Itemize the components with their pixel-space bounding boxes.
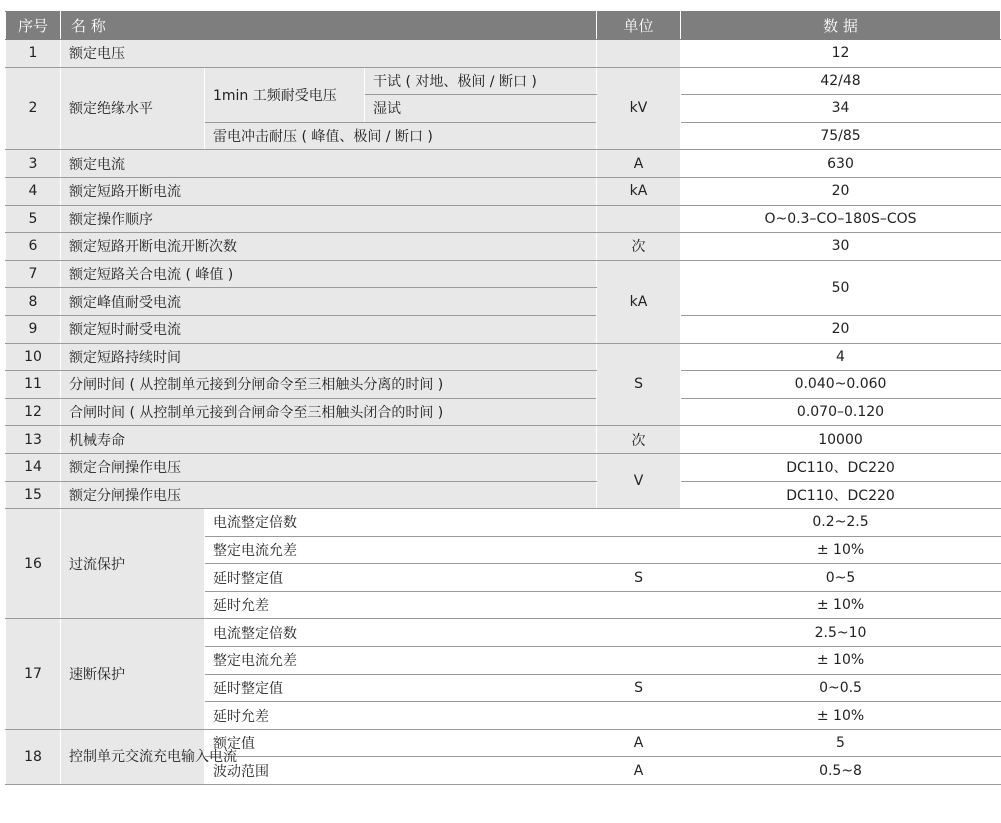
table-row xyxy=(6,729,1001,757)
row-data: ± 10% xyxy=(681,536,1001,564)
row-sublabel: 干试 ( 对地、极间 / 断口 ) xyxy=(365,67,597,95)
row-seq: 6 xyxy=(6,233,61,261)
row-unit: 次 xyxy=(597,233,681,261)
table-row xyxy=(6,40,1001,68)
header-name: 名 称 xyxy=(61,12,597,40)
row-data: 2.5~10 xyxy=(681,619,1001,647)
row-data: ± 10% xyxy=(681,702,1001,730)
row-unit xyxy=(597,536,681,564)
row-name: 分闸时间 ( 从控制单元接到分闸命令至三相触头分离的时间 ) xyxy=(61,371,597,399)
row-seq: 10 xyxy=(6,343,61,371)
row-seq: 11 xyxy=(6,371,61,399)
table-row xyxy=(6,453,1001,481)
row-sublabel: 整定电流允差 xyxy=(205,536,597,564)
row-name: 机械寿命 xyxy=(61,426,597,454)
row-subgroup: 1min 工频耐受电压 xyxy=(205,67,365,122)
spec-table xyxy=(5,11,1001,785)
row-name: 额定峰值耐受电流 xyxy=(61,288,597,316)
table-row xyxy=(6,343,1001,371)
row-name: 额定电流 xyxy=(61,150,597,178)
row-seq: 16 xyxy=(6,509,61,619)
row-sublabel: 整定电流允差 xyxy=(205,647,597,675)
row-data: ± 10% xyxy=(681,647,1001,675)
table-row xyxy=(6,205,1001,233)
header-data: 数 据 xyxy=(681,12,1001,40)
row-data: 30 xyxy=(681,233,1001,261)
row-sublabel: 延时整定值 xyxy=(205,674,597,702)
row-data: 0.070–0.120 xyxy=(681,398,1001,426)
row-data: 4 xyxy=(681,343,1001,371)
row-sublabel: 电流整定倍数 xyxy=(205,619,597,647)
row-data: 75/85 xyxy=(681,122,1001,150)
row-unit xyxy=(597,647,681,675)
table-row xyxy=(6,315,1001,343)
row-name: 额定短路持续时间 xyxy=(61,343,597,371)
row-sublabel: 电流整定倍数 xyxy=(205,509,597,537)
table-row xyxy=(6,481,1001,509)
row-seq: 5 xyxy=(6,205,61,233)
row-sublabel: 波动范围 xyxy=(205,757,597,785)
row-unit xyxy=(597,40,681,68)
row-sublabel: 雷电冲击耐压 ( 峰值、极间 / 断口 ) xyxy=(205,122,597,150)
row-name: 额定短路开断电流开断次数 xyxy=(61,233,597,261)
row-name: 额定操作顺序 xyxy=(61,205,597,233)
row-data: 10000 xyxy=(681,426,1001,454)
row-data: 0.2~2.5 xyxy=(681,509,1001,537)
table-row xyxy=(6,177,1001,205)
row-sublabel: 延时允差 xyxy=(205,591,597,619)
row-sublabel: 延时整定值 xyxy=(205,564,597,592)
row-seq: 4 xyxy=(6,177,61,205)
row-name: 速断保护 xyxy=(61,619,205,729)
row-sublabel: 额定值 xyxy=(205,729,597,757)
header-seq: 序号 xyxy=(6,12,61,40)
row-seq: 13 xyxy=(6,426,61,454)
row-unit: A xyxy=(597,729,681,757)
row-unit xyxy=(597,509,681,537)
row-data: 0.5~8 xyxy=(681,757,1001,785)
table-row xyxy=(6,426,1001,454)
row-data: 42/48 xyxy=(681,67,1001,95)
table-row xyxy=(6,371,1001,399)
row-sublabel: 延时允差 xyxy=(205,702,597,730)
row-data: 0~5 xyxy=(681,564,1001,592)
row-unit xyxy=(597,205,681,233)
row-data: DC110、DC220 xyxy=(681,481,1001,509)
table-header-row xyxy=(6,12,1001,40)
row-seq: 14 xyxy=(6,453,61,481)
row-unit xyxy=(597,619,681,647)
row-seq: 7 xyxy=(6,260,61,288)
row-unit: S xyxy=(597,674,681,702)
row-data: 0.040~0.060 xyxy=(681,371,1001,399)
row-name: 过流保护 xyxy=(61,509,205,619)
row-unit: A xyxy=(597,150,681,178)
table-row xyxy=(6,398,1001,426)
row-name: 额定电压 xyxy=(61,40,597,68)
row-sublabel: 湿试 xyxy=(365,95,597,123)
row-data: ± 10% xyxy=(681,591,1001,619)
row-name: 合闸时间 ( 从控制单元接到合闸命令至三相触头闭合的时间 ) xyxy=(61,398,597,426)
row-data: 12 xyxy=(681,40,1001,68)
row-unit xyxy=(597,591,681,619)
row-seq: 2 xyxy=(6,67,61,150)
row-seq: 18 xyxy=(6,729,61,784)
row-seq: 3 xyxy=(6,150,61,178)
table-row xyxy=(6,509,1001,537)
row-name: 额定绝缘水平 xyxy=(61,67,205,150)
header-unit: 单位 xyxy=(597,12,681,40)
row-unit xyxy=(597,702,681,730)
row-name: 额定短路关合电流 ( 峰值 ) xyxy=(61,260,597,288)
row-name: 额定分闸操作电压 xyxy=(61,481,597,509)
table-row xyxy=(6,67,1001,95)
row-unit: kA xyxy=(597,177,681,205)
row-data: 20 xyxy=(681,315,1001,343)
row-name: 控制单元交流充电输入电流 xyxy=(61,729,205,784)
row-data: DC110、DC220 xyxy=(681,453,1001,481)
row-name: 额定短时耐受电流 xyxy=(61,315,597,343)
table-row xyxy=(6,233,1001,261)
row-unit: kA xyxy=(597,260,681,343)
row-seq: 17 xyxy=(6,619,61,729)
row-data: 630 xyxy=(681,150,1001,178)
table-row xyxy=(6,260,1001,288)
row-seq: 8 xyxy=(6,288,61,316)
row-seq: 1 xyxy=(6,40,61,68)
row-unit: 次 xyxy=(597,426,681,454)
row-unit: S xyxy=(597,343,681,426)
row-unit: S xyxy=(597,564,681,592)
row-name: 额定短路开断电流 xyxy=(61,177,597,205)
row-data: 20 xyxy=(681,177,1001,205)
row-data: 0~0.5 xyxy=(681,674,1001,702)
row-seq: 12 xyxy=(6,398,61,426)
row-data: 50 xyxy=(681,260,1001,315)
row-unit: kV xyxy=(597,67,681,150)
row-data: 5 xyxy=(681,729,1001,757)
row-data: 34 xyxy=(681,95,1001,123)
row-data: O~0.3–CO–180S–COS xyxy=(681,205,1001,233)
row-seq: 9 xyxy=(6,315,61,343)
row-unit: V xyxy=(597,453,681,508)
table-row xyxy=(6,619,1001,647)
row-name: 额定合闸操作电压 xyxy=(61,453,597,481)
row-unit: A xyxy=(597,757,681,785)
row-seq: 15 xyxy=(6,481,61,509)
table-row xyxy=(6,150,1001,178)
